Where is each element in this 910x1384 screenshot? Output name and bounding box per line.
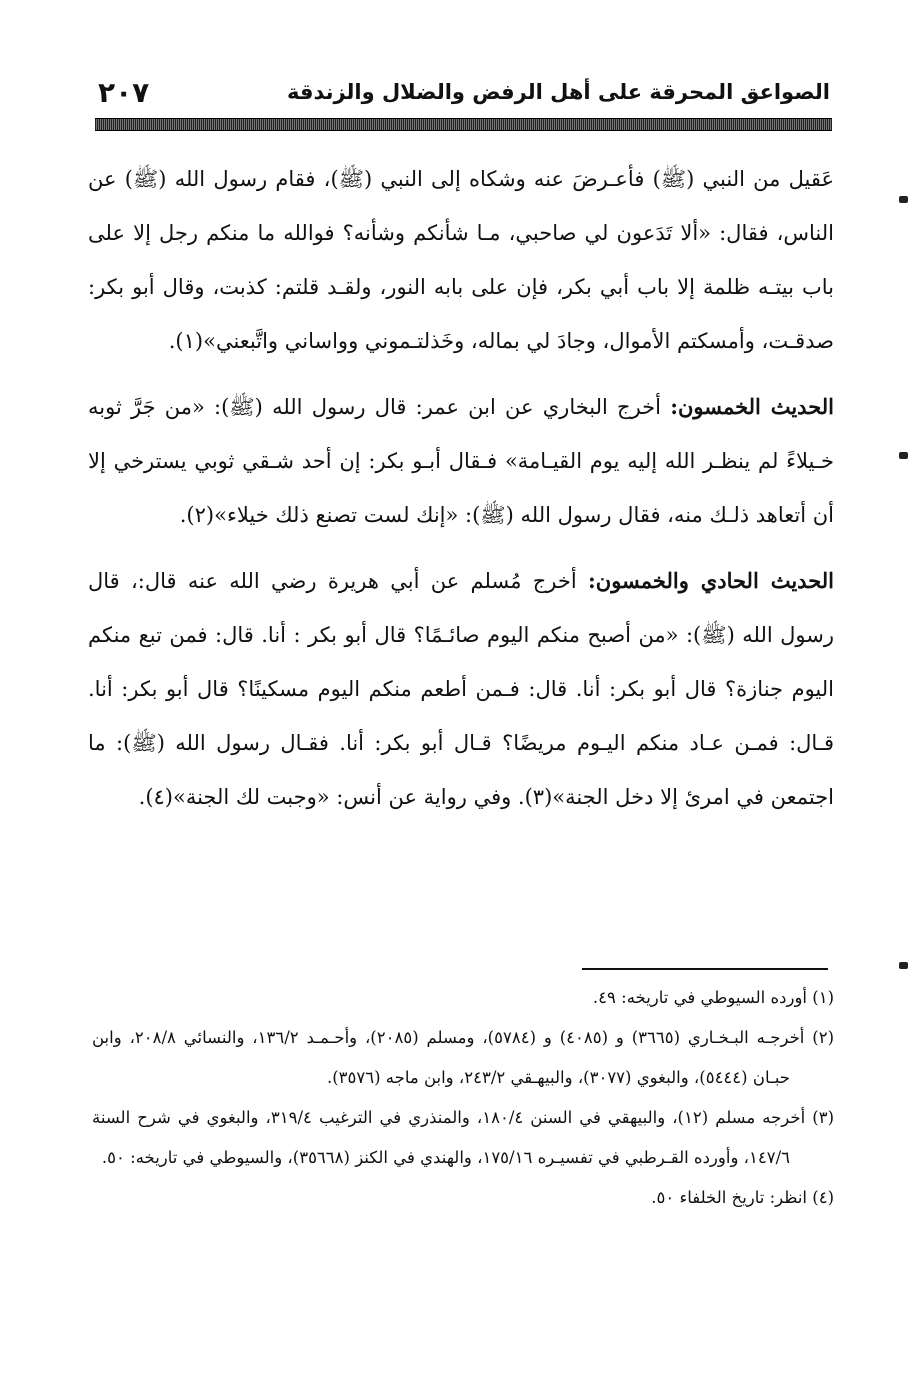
footnote-2: (٢) أخرجـه البـخـاري (٣٦٦٥) و (٤٠٨٥) و (٥٧٨٤)، ومسلم (٢٠٨٥)، وأحـمـد ١٣٦/٢، والنسائي ٢٠٨/٨، وابن حبـان (٥٤٤٤)، والبغوي (٣٠٧٧)، والبيهـقي ٢٤٣/٢، وابن ماجه (٣٥٧٦). xyxy=(92,1028,834,1087)
paragraph-hadith-50 xyxy=(88,380,834,542)
footnotes xyxy=(92,978,834,1218)
hadith-title: الحديث الحادي والخمسون: xyxy=(588,568,834,593)
footnote-1: (١) أورده السيوطي في تاريخه: ٤٩. xyxy=(592,988,834,1007)
main-text xyxy=(88,152,834,836)
header-rule xyxy=(95,118,832,131)
paragraph-text: أخرج مُسلم عن أبي هريرة رضي الله عنه قال:، قال رسول الله (ﷺ): «من أصبح منكم اليوم صائـمًا؟ قال أبو بكر : أنا. قال: فمن تبع منكم اليوم جنازة؟ قال أبو بكر: أنا. قال: فـمن أطعم منكم اليوم مسكينًا؟ قال أبو بكر: أنا. قـال: فمـن عـاد منكم اليـوم مريضًا؟ قـال أبو بكر: أنا. فقـال رسول الله (ﷺ): ما اجتمعن في امرئ إلا دخل الجنة»(٣). وفي رواية عن أنس: «وجبت لك الجنة»(٤). xyxy=(88,569,834,809)
margin-mark xyxy=(899,962,908,969)
page-header xyxy=(98,76,830,116)
footnote-separator xyxy=(582,968,828,970)
margin-mark xyxy=(899,196,908,203)
running-title: الصواعق المحرقة على أهل الرفض والضلال والزندقة xyxy=(286,80,830,104)
paragraph-hadith-51 xyxy=(88,554,834,824)
page-number: ٢٠٧ xyxy=(98,76,150,109)
paragraph-text: أخرج البخاري عن ابن عمر: قال رسول الله (ﷺ): «من جَرَّ ثوبه خـيلاءً لم ينظـر الله إليه يوم القيـامة» فـقال أبـو بكر: إن أحد شـقي ثوبي يسترخي إلا أن أتعاهد ذلـك منه، فقال رسول الله (ﷺ): «إنك لست تصنع ذلك خيلاء»(٢). xyxy=(88,395,834,527)
margin-mark xyxy=(899,452,908,459)
paragraph-continuation xyxy=(88,152,834,368)
paragraph-text: عَقيل من النبي (ﷺ) فأعـرضَ عنه وشكاه إلى النبي (ﷺ)، فقام رسول الله (ﷺ) عن الناس، فقال: «ألا تَدَعون لي صاحبي، مـا شأنكم وشأنه؟ فوالله ما منكم رجل إلا على باب بيتـه ظلمة إلا باب أبي بكر، فإن على بابه النور، ولقـد قلتم: كذبت، وقال أبو بكر: صدقـت، وأمسكتم الأموال، وجادَ لي بماله، وخَذلتـموني وواساني واتَّبعني»(١). xyxy=(88,167,834,353)
footnote-3: (٣) أخرجه مسلم (١٢)، والبيهقي في السنن ١٨٠/٤، والمنذري في الترغيب ٣١٩/٤، والبغوي في شرح السنة ١٤٧/٦، وأورده القـرطبي في تفسيـره ١٧٥/١٦، والهندي في الكنز (٣٥٦٦٨)، والسيوطي في تاريخه: ٥٠. xyxy=(92,1108,835,1167)
footnote-4: (٤) انظر: تاريخ الخلفاء ٥٠. xyxy=(651,1188,834,1207)
hadith-title: الحديث الخمسون: xyxy=(670,394,834,419)
